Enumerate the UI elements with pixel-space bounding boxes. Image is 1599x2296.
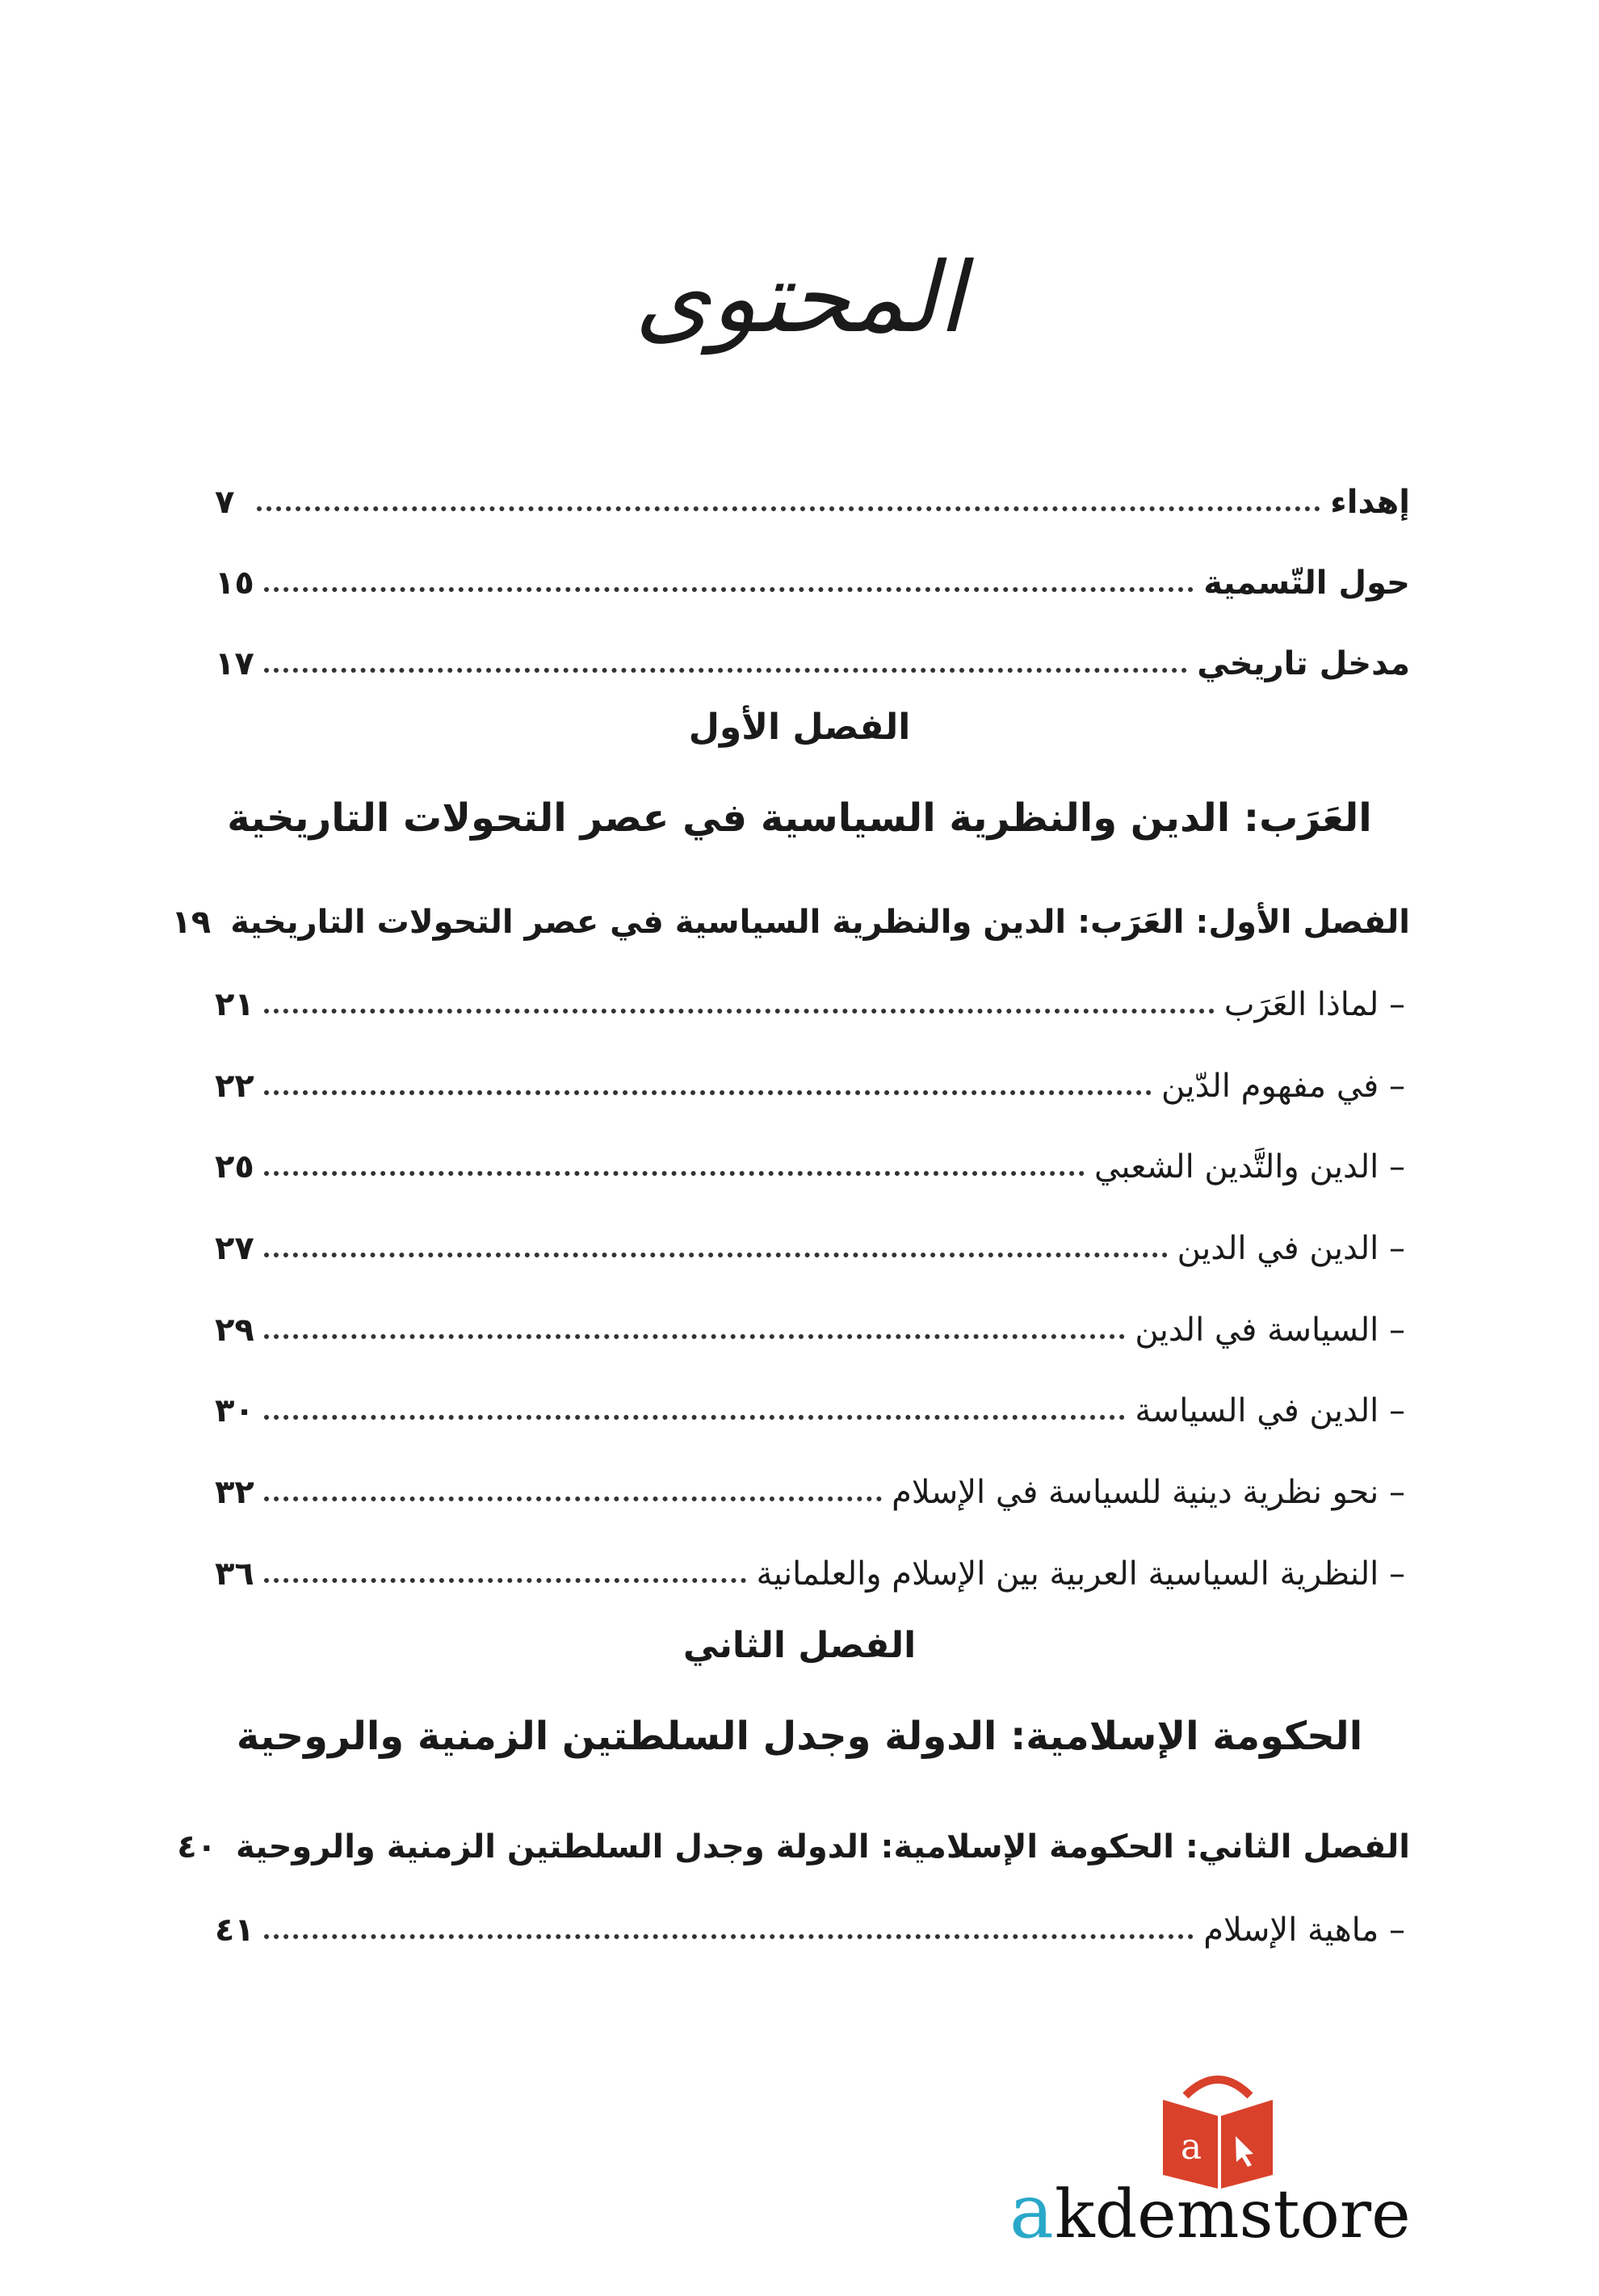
toc-entry[interactable]: [215, 626, 1410, 682]
toc-entry[interactable]: [215, 967, 1410, 1023]
page-number: ٢٧: [215, 1230, 254, 1267]
page-number: ٢٥: [215, 1148, 254, 1186]
toc-entry[interactable]: [215, 1373, 1410, 1429]
leader-dots: [264, 668, 1187, 673]
page-number: ٢٢: [215, 1068, 254, 1105]
toc-entry-label: مدخل تاريخي: [1197, 645, 1410, 682]
toc-entry-label: – في مفهوم الدّين: [1160, 1068, 1405, 1105]
toc-entry-label: الفصل الثاني: الحكومة الإسلامية: الدولة وجدل السلطتين الزمنية والروحية: [236, 1828, 1410, 1866]
page-number: ١٧: [215, 645, 254, 682]
toc-entry-label: – الدين في السياسة: [1135, 1392, 1405, 1429]
toc-entry[interactable]: [215, 1129, 1410, 1186]
toc-entry-label: حول التّسمية: [1203, 565, 1410, 602]
page-number: ٢٩: [215, 1312, 254, 1349]
leader-dots: [264, 1090, 1152, 1095]
toc-entry[interactable]: [215, 1211, 1410, 1267]
leader-dots: [264, 1496, 882, 1501]
leader-dots: [264, 1171, 1085, 1176]
chapter-subtitle: العَرَب: الدين والنظرية السياسية في عصر التحولات التاريخية: [227, 795, 1372, 841]
toc-entry-label: الفصل الأول: العَرَب: الدين والنظرية السياسية في عصر التحولات التاريخية: [230, 904, 1410, 941]
leader-dots: [264, 1934, 1194, 1939]
chapter-subtitle: الحكومة الإسلامية: الدولة وجدل السلطتين الزمنية والروحية: [236, 1714, 1363, 1759]
toc-entry[interactable]: [215, 1048, 1410, 1105]
page-number: ٤١: [215, 1912, 254, 1949]
leader-dots: [264, 1415, 1125, 1420]
book-cart-icon: [1001, 2063, 1454, 2249]
toc-entry-label: إهداء: [1330, 484, 1410, 521]
page-number: ٣٦: [215, 1555, 254, 1593]
leader-dots: [264, 587, 1194, 592]
toc-entry-label: – ماهية الإسلام: [1203, 1912, 1405, 1949]
leader-dots: [264, 1334, 1125, 1339]
chapter-heading: الفصل الثاني: [682, 1625, 917, 1666]
toc-entry[interactable]: [171, 884, 1410, 941]
logo-accent-letter: a: [1009, 2168, 1054, 2249]
toc-entry[interactable]: [215, 464, 1410, 521]
toc-entry-label: – السياسة في الدين: [1135, 1312, 1405, 1349]
page-number: ١٩: [171, 904, 212, 941]
leader-dots: [264, 1253, 1168, 1257]
toc-entry[interactable]: [215, 545, 1410, 602]
page-number: ١٥: [215, 565, 254, 602]
leader-dots: [264, 1578, 747, 1583]
page-number: ٣٢: [215, 1474, 254, 1511]
leader-dots: [264, 1009, 1215, 1014]
page-number: ٧: [215, 484, 235, 521]
toc-entry-label: – نحو نظرية دينية للسياسة في الإسلام: [892, 1474, 1405, 1511]
akdemstore-logo: [1001, 2063, 1454, 2249]
page-number: ٣٠: [215, 1392, 254, 1429]
toc-entry[interactable]: [215, 1292, 1410, 1349]
page-title: المحتوى: [634, 242, 965, 355]
toc-entry[interactable]: [215, 1536, 1410, 1593]
toc-entry[interactable]: [177, 1809, 1410, 1866]
leader-dots: [257, 506, 1320, 511]
logo-icon-letter: a: [1180, 2126, 1202, 2168]
toc-entry[interactable]: [215, 1892, 1410, 1949]
toc-entry-label: – لماذا العَرَب: [1223, 986, 1405, 1023]
page-number: ٤٠: [177, 1828, 217, 1866]
toc-entry-label: – الدين في الدين: [1177, 1230, 1405, 1267]
toc-entry-label: – النظرية السياسية العربية بين الإسلام والعلمانية: [756, 1555, 1405, 1593]
toc-entry-label: – الدين والتَّدين الشعبي: [1094, 1148, 1405, 1186]
toc-entry[interactable]: [215, 1454, 1410, 1511]
logo-text: kdemstore: [1055, 2176, 1411, 2249]
page-number: ٢١: [215, 986, 254, 1023]
chapter-heading: الفصل الأول: [688, 707, 911, 748]
